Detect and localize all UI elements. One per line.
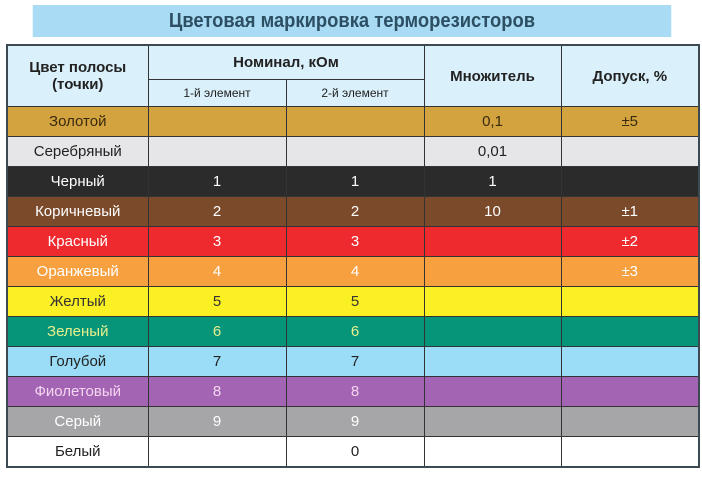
header-first-element: 1-й элемент [148,80,286,107]
table-row [7,437,699,468]
page-title: Цветовая маркировка терморезисторов [33,5,671,37]
color-name-cell: Оранжевый [7,257,148,287]
table-row [7,167,699,197]
tolerance-cell: ±5 [561,107,699,137]
tolerance-cell [561,377,699,407]
second-element-cell [286,107,424,137]
tolerance-cell [561,437,699,468]
color-name-cell: Черный [7,167,148,197]
table-row [7,227,699,257]
tolerance-cell [561,317,699,347]
header-multiplier: Множитель [424,45,561,107]
second-element-cell: 0 [286,437,424,468]
first-element-cell: 8 [148,377,286,407]
second-element-cell [286,137,424,167]
multiplier-cell [424,407,561,437]
multiplier-cell: 0,01 [424,137,561,167]
tolerance-cell [561,137,699,167]
multiplier-cell [424,437,561,468]
first-element-cell [148,137,286,167]
tolerance-cell [561,167,699,197]
second-element-cell: 5 [286,287,424,317]
multiplier-cell [424,287,561,317]
color-name-cell: Белый [7,437,148,468]
first-element-cell: 4 [148,257,286,287]
multiplier-cell: 0,1 [424,107,561,137]
table-row [7,347,699,377]
first-element-cell: 3 [148,227,286,257]
header-color: Цвет полосы (точки) [7,45,148,107]
first-element-cell: 1 [148,167,286,197]
table-row [7,287,699,317]
color-name-cell: Зеленый [7,317,148,347]
color-name-cell: Фиолетовый [7,377,148,407]
tolerance-cell [561,407,699,437]
multiplier-cell [424,257,561,287]
color-name-cell: Коричневый [7,197,148,227]
second-element-cell: 1 [286,167,424,197]
color-code-table [6,44,700,468]
table-row [7,377,699,407]
multiplier-cell [424,377,561,407]
first-element-cell: 5 [148,287,286,317]
first-element-cell [148,437,286,468]
second-element-cell: 4 [286,257,424,287]
second-element-cell: 9 [286,407,424,437]
first-element-cell [148,107,286,137]
first-element-cell: 2 [148,197,286,227]
second-element-cell: 2 [286,197,424,227]
second-element-cell: 6 [286,317,424,347]
table-row [7,317,699,347]
tolerance-cell: ±1 [561,197,699,227]
multiplier-cell: 1 [424,167,561,197]
tolerance-cell: ±3 [561,257,699,287]
multiplier-cell [424,347,561,377]
multiplier-cell [424,317,561,347]
table-row [7,107,699,137]
second-element-cell: 7 [286,347,424,377]
table-row [7,137,699,167]
header-second-element: 2-й элемент [286,80,424,107]
color-name-cell: Голубой [7,347,148,377]
header-tolerance: Допуск, % [561,45,699,107]
first-element-cell: 9 [148,407,286,437]
tolerance-cell [561,287,699,317]
tolerance-cell: ±2 [561,227,699,257]
first-element-cell: 6 [148,317,286,347]
color-name-cell: Серебряный [7,137,148,167]
header-nominal: Номинал, кОм [148,45,424,80]
multiplier-cell [424,227,561,257]
color-name-cell: Золотой [7,107,148,137]
color-name-cell: Красный [7,227,148,257]
multiplier-cell: 10 [424,197,561,227]
table-row [7,407,699,437]
table-row [7,257,699,287]
first-element-cell: 7 [148,347,286,377]
color-name-cell: Желтый [7,287,148,317]
tolerance-cell [561,347,699,377]
color-name-cell: Серый [7,407,148,437]
second-element-cell: 3 [286,227,424,257]
table-row [7,197,699,227]
second-element-cell: 8 [286,377,424,407]
